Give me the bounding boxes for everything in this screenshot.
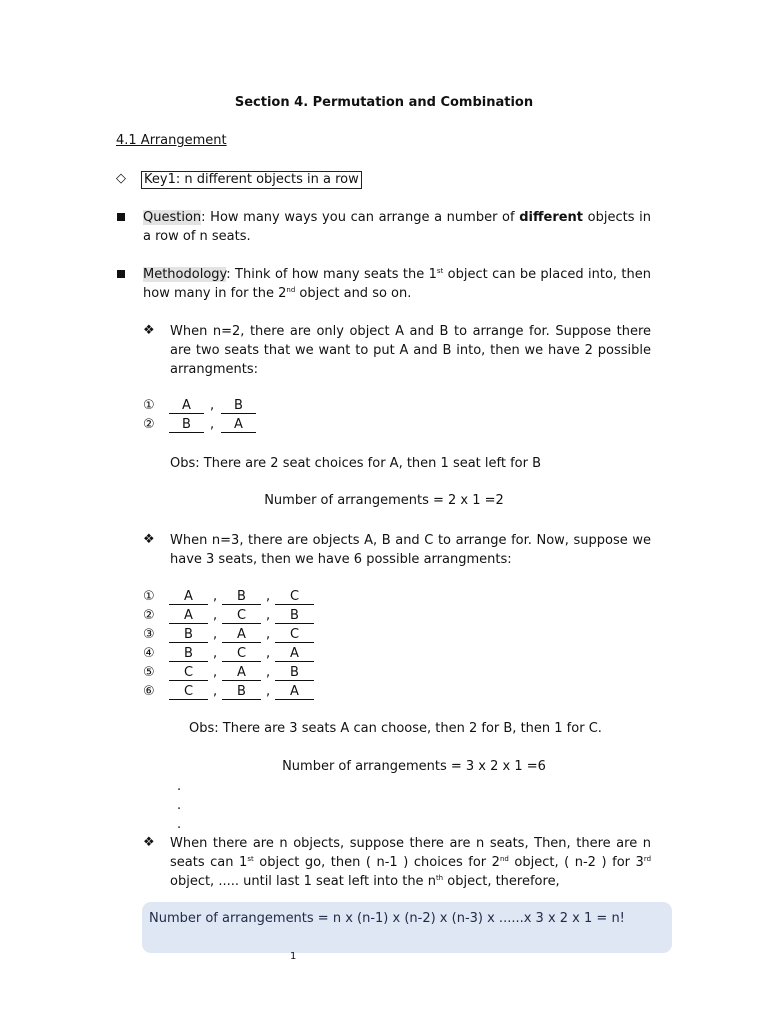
row-number: ① xyxy=(143,589,155,604)
separator-comma: , xyxy=(210,398,215,413)
square-bullet-icon xyxy=(117,270,125,278)
clover-bullet-icon: ❖ xyxy=(143,323,155,338)
seat-slot: A xyxy=(169,398,204,414)
formula-n2: Number of arrangements = 2 x 1 =2 xyxy=(264,493,504,508)
row-number: ③ xyxy=(143,627,155,642)
separator-comma: , xyxy=(213,627,218,642)
obs-n3: Obs: There are 3 seats A can choose, then 2 for B, then 1 for C. xyxy=(189,721,602,736)
seat-slot: A xyxy=(222,627,261,643)
separator-comma: , xyxy=(266,627,271,642)
seat-slot: C xyxy=(222,646,261,662)
row-number: ④ xyxy=(143,646,155,661)
separator-comma: , xyxy=(213,684,218,699)
case-n-paragraph: When there are n objects, suppose there are n seats, Then, there are n seats can 1st object go, then ( n-1 ) choices for 2nd object, ( n-2 ) for 3rd object, ..... until last 1 seat left into the $n^{th}$ object, therefore, xyxy=(170,836,652,889)
seat-slot: C xyxy=(222,608,261,624)
separator-comma: , xyxy=(266,646,271,661)
methodology-label: Methodology xyxy=(143,267,227,282)
seat-slot: B xyxy=(169,627,208,643)
ellipsis-dot: . xyxy=(177,798,182,813)
seat-slot: B xyxy=(275,608,314,624)
ellipsis-dot: . xyxy=(177,779,182,794)
formula-highlight-box xyxy=(142,902,672,953)
row-number: ⑥ xyxy=(143,684,155,699)
separator-comma: , xyxy=(266,684,271,699)
square-bullet-icon xyxy=(117,213,125,221)
obs-n2: Obs: There are 2 seat choices for A, then 1 seat left for B xyxy=(170,456,542,471)
seat-slot: A xyxy=(169,589,208,605)
subsection-heading: 4.1 Arrangement xyxy=(116,133,227,148)
case-n3-paragraph: When n=3, there are objects A, B and C to arrange for. Now, suppose we have 3 seats, then we have 6 possible arrangments: xyxy=(170,533,651,567)
separator-comma: , xyxy=(210,417,215,432)
row-number: ② xyxy=(143,608,155,623)
seat-slot: A xyxy=(169,608,208,624)
row-number: ⑤ xyxy=(143,665,155,680)
seat-slot: A xyxy=(275,684,314,700)
seat-slot: B xyxy=(275,665,314,681)
seat-slot: B xyxy=(221,398,256,414)
separator-comma: , xyxy=(266,589,271,604)
page-title: Section 4. Permutation and Combination xyxy=(234,95,534,110)
formula-n3: Number of arrangements = 3 x 2 x 1 =6 xyxy=(282,759,546,774)
methodology-paragraph: Methodology: Think of how many seats the 1st object can be placed into, then how many in for the 2nd object and so on. xyxy=(143,267,651,301)
separator-comma: , xyxy=(213,589,218,604)
seat-slot: B xyxy=(222,684,261,700)
seat-slot: B xyxy=(222,589,261,605)
separator-comma: , xyxy=(213,646,218,661)
separator-comma: , xyxy=(213,665,218,680)
seat-slot: C xyxy=(169,665,208,681)
separator-comma: , xyxy=(266,608,271,623)
clover-bullet-icon: ❖ xyxy=(143,835,155,850)
seat-slot: A xyxy=(222,665,261,681)
seat-slot: B xyxy=(169,646,208,662)
seat-slot: C xyxy=(169,684,208,700)
final-formula: Number of arrangements = n x (n-1) x (n-2) x (n-3) x ......x 3 x 2 x 1 = n! xyxy=(149,911,625,926)
key-heading: Key1: n different objects in a row xyxy=(141,171,362,189)
separator-comma: , xyxy=(266,665,271,680)
diamond-bullet-icon: ◇ xyxy=(116,171,126,186)
separator-comma: , xyxy=(213,608,218,623)
seat-slot: B xyxy=(169,417,204,433)
row-number: ② xyxy=(143,417,155,432)
seat-slot: A xyxy=(221,417,256,433)
ellipsis-dot: . xyxy=(177,817,182,832)
seat-slot: A xyxy=(275,646,314,662)
clover-bullet-icon: ❖ xyxy=(143,532,155,547)
emphasis-different: different xyxy=(519,210,584,225)
seat-slot: C xyxy=(275,589,314,605)
question-label: Question xyxy=(143,210,202,225)
seat-slot: C xyxy=(275,627,314,643)
page-number: 1 xyxy=(290,951,297,962)
row-number: ① xyxy=(143,398,155,413)
question-paragraph: Question: How many ways you can arrange a number of different objects in a row of n seats. xyxy=(143,210,651,244)
case-n2-paragraph: When n=2, there are only object A and B to arrange for. Suppose there are two seats that we want to put A and B into, then we have 2 possible arrangments: xyxy=(170,324,651,377)
